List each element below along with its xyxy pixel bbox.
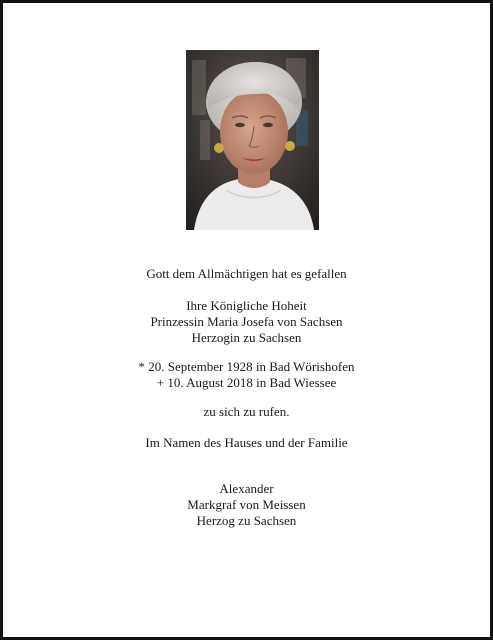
intro-section [0, 266, 493, 282]
birth-line: * 20. September 1928 in Bad Wörishofen [138, 359, 355, 374]
on-behalf-line: Im Namen des Hauses und der Familie [145, 435, 348, 450]
intro-line: Gott dem Allmächtigen hat es gefallen [146, 266, 347, 281]
dates-section [0, 359, 493, 391]
signer-name: Alexander [219, 481, 274, 496]
signature-section [0, 481, 493, 529]
portrait-photo [186, 50, 319, 230]
death-line: + 10. August 2018 in Bad Wiessee [156, 375, 337, 390]
signer-title: Markgraf von Meissen [187, 497, 306, 512]
deceased-title-section [0, 298, 493, 346]
closing-section [0, 404, 493, 420]
deceased-rank: Herzogin zu Sachsen [191, 330, 302, 345]
signer-rank: Herzog zu Sachsen [196, 513, 297, 528]
closing-phrase: zu sich zu rufen. [203, 404, 290, 419]
on-behalf-section [0, 435, 493, 451]
deceased-name: Prinzessin Maria Josefa von Sachsen [150, 314, 343, 329]
honorific-line: Ihre Königliche Hoheit [186, 298, 307, 313]
